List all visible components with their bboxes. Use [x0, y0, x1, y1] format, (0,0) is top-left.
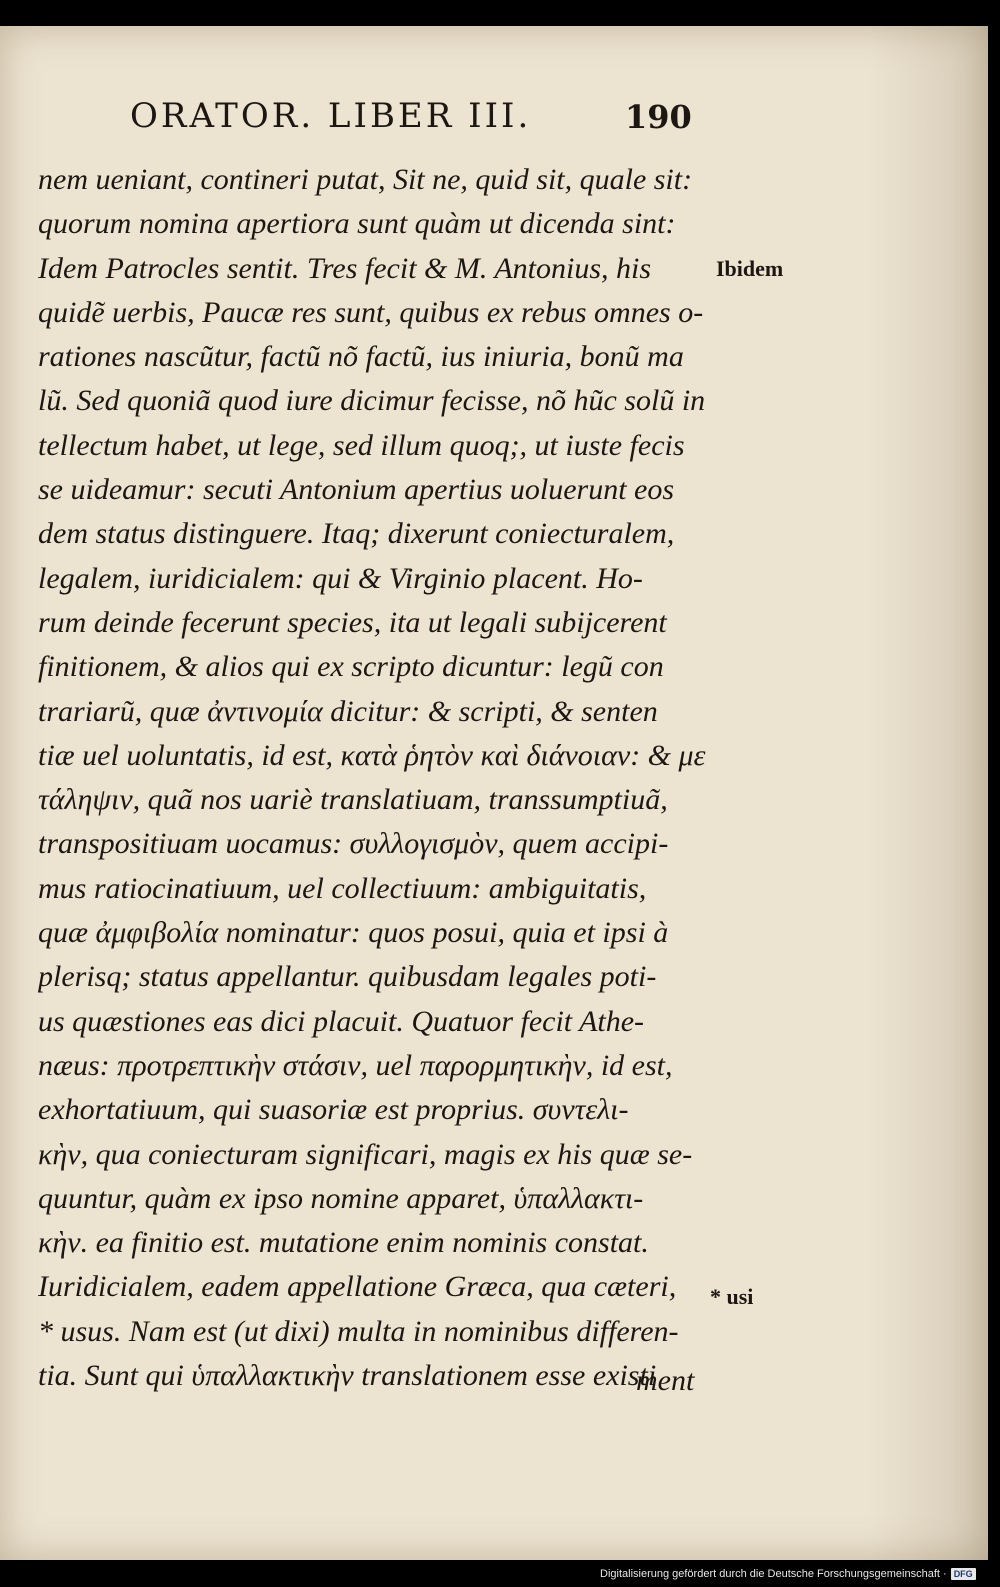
text-line: * usus. Nam est (ut dixi) multa in nominibus differen- — [38, 1314, 679, 1348]
text-line: τάληψιν, quã nos uariè translatiuam, transsumptiuã, — [38, 783, 668, 817]
text-line: tellectum habet, ut lege, sed illum quoq;, ut iuste fecis — [38, 428, 685, 462]
text-line: transpositiuam uocamus: συλλογισμὸν, quem accipi- — [38, 827, 669, 861]
page-header — [130, 96, 690, 140]
running-title: ORATOR. LIBER III. — [130, 96, 532, 136]
text-line: Idem Patrocles sentit. Tres fecit & M. Antonius, his — [38, 251, 652, 285]
text-line: exhortatiuum, qui suasoriæ est proprius. συντελι- — [38, 1093, 629, 1127]
text-line: nem ueniant, contineri putat, Sit ne, quid sit, quale sit: — [38, 163, 693, 196]
text-line: us quæstiones eas dici placuit. Quatuor fecit Athe- — [38, 1004, 645, 1038]
page-number: 190 — [625, 98, 692, 136]
text-line: quæ ἀμφιβολία nominatur: quos posui, quia et ipsi à — [38, 916, 669, 950]
book-page — [0, 26, 988, 1560]
marginal-note-usi: * usi — [710, 1284, 754, 1309]
text-line: rum deinde fecerunt species, ita ut legali subijcerent — [38, 605, 667, 639]
text-line: tiæ uel uoluntatis, id est, κατὰ ῥητὸν καὶ διάνοιαν: & με — [38, 738, 706, 772]
text-line: dem status distinguere. Itaq; dixerunt coniecturalem, — [38, 517, 675, 551]
text-line: quorum nomina apertiora sunt quàm ut dicenda sint: — [38, 207, 676, 241]
catchword: ment — [636, 1364, 695, 1397]
text-line: tia. Sunt qui ὑπαλλακτικὴν translationem esse existi — [38, 1359, 657, 1393]
marginal-note-ibidem: Ibidem — [716, 256, 784, 281]
text-line: trariarũ, quæ ἀντινομία dicitur: & scripti, & senten — [38, 694, 658, 728]
text-line: legalem, iuridicialem: qui & Virginio placent. Ho- — [38, 561, 643, 595]
dfg-logo: DFG — [951, 1568, 976, 1580]
text-line: se uideamur: secuti Antonium apertius uoluerunt eos — [38, 473, 675, 507]
text-line: mus ratiocinatiuum, uel collectiuum: ambiguitatis, — [38, 871, 647, 905]
text-line: quuntur, quàm ex ipso nomine apparet, ὑπαλλακτι- — [38, 1181, 644, 1215]
text-line: quidẽ uerbis, Paucæ res sunt, quibus ex rebus omnes o- — [38, 295, 704, 329]
text-line: plerisq; status appellantur. quibusdam legales poti- — [38, 960, 657, 994]
text-line: κὴν. ea finitio est. mutatione enim nominis constat. — [38, 1226, 649, 1260]
body-text — [38, 158, 718, 1398]
digitization-footer — [600, 1564, 976, 1584]
text-line: lũ. Sed quoniã quod iure dicimur fecisse, nõ hũc solũ in — [38, 384, 706, 418]
text-line: finitionem, & alios qui ex scripto dicuntur: legũ con — [38, 650, 664, 684]
text-line: næus: προτρεπτικὴν στάσιν, uel παρορμητικὴν, id est, — [38, 1048, 673, 1082]
text-line: Iuridicialem, eadem appellatione Græca, qua cæteri, — [38, 1270, 677, 1304]
text-line: κὴν, qua coniecturam significari, magis ex his quæ se- — [38, 1137, 693, 1171]
text-line: rationes nascũtur, factũ nõ factũ, ius iniuria, bonũ ma — [38, 340, 684, 374]
funding-credit: Digitalisierung gefördert durch die Deutsche Forschungsgemeinschaft · — [600, 1568, 947, 1580]
